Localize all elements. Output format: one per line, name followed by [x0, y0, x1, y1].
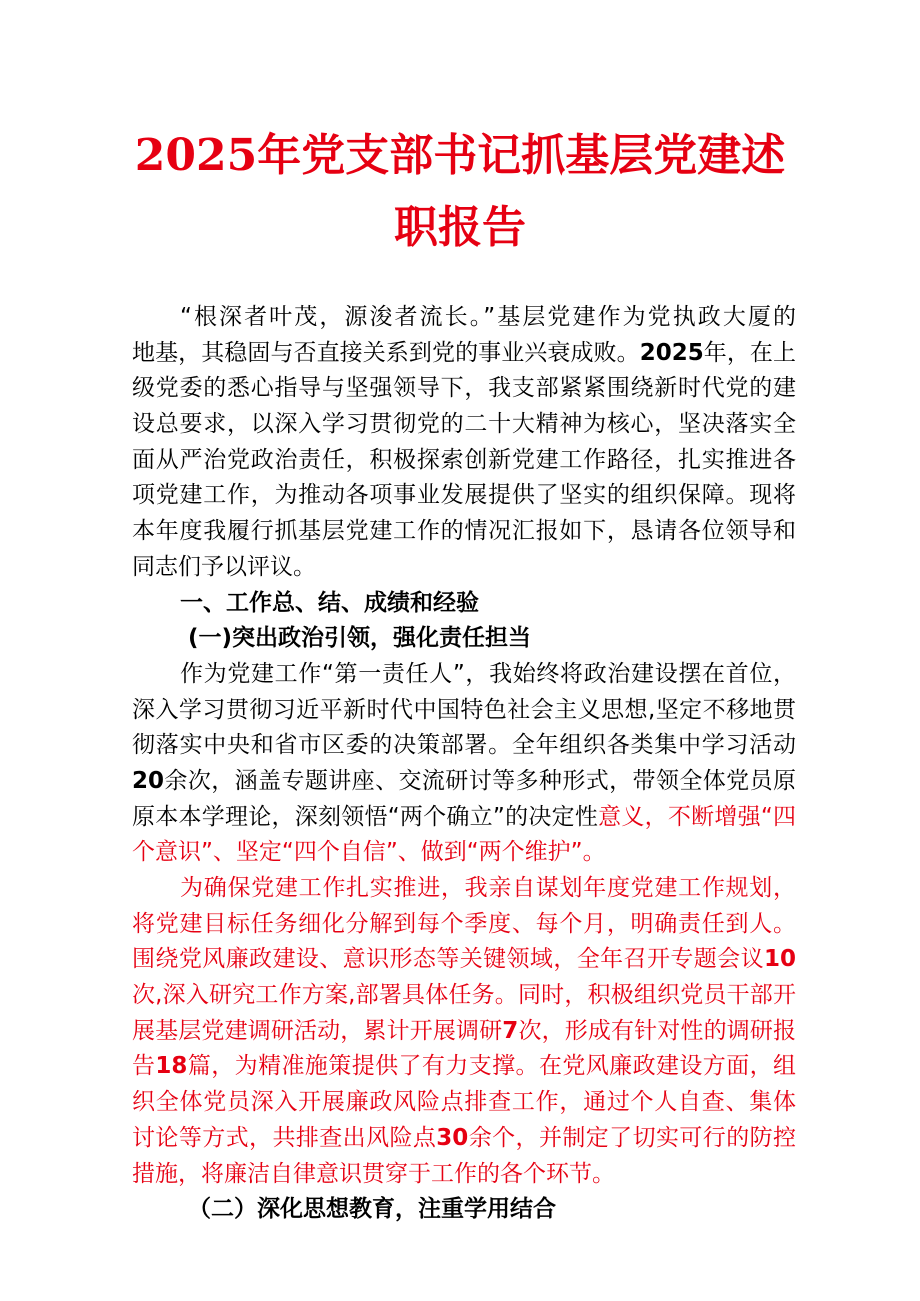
- paragraph-1-line: 个意识”、坚定“四个自信”、做到“两个维护”。: [132, 839, 606, 866]
- intro-line: 面从严治党政治责任，积极探索创新党建工作路径，扎实推进各: [132, 446, 796, 473]
- paragraph-2-line: 讨论等方式，共排查出风险点30余个，并制定了切实可行的防控: [132, 1124, 796, 1151]
- document-title-line-1: 2025年党支部书记抓基层党建述: [134, 130, 786, 181]
- paragraph-1-line: 彻落实中央和省市区委的决策部署。全年组织各类集中学习活动: [132, 732, 796, 759]
- subsection-heading-1: (一)突出政治引领，强化责任担当: [188, 625, 532, 652]
- subsection-heading-2: （二）深化思想教育，注重学用结合: [188, 1196, 556, 1223]
- intro-line: 本年度我履行抓基层党建工作的情况汇报如下，恳请各位领导和: [132, 518, 796, 545]
- intro-line: 同志们予以评议。: [132, 553, 316, 580]
- paragraph-1-line: 深入学习贯彻习近平新时代中国特色社会主义思想,坚定不移地贯: [132, 696, 796, 723]
- paragraph-1-line: 20余次，涵盖专题讲座、交流研讨等多种形式，带领全体党员原: [132, 767, 796, 794]
- paragraph-2-line: 措施，将廉洁自律意识贯穿于工作的各个环节。: [132, 1160, 615, 1187]
- intro-line: 级党委的悉心指导与坚强领导下，我支部紧紧围绕新时代党的建: [132, 375, 796, 402]
- intro-line: 地基，其稳固与否直接关系到党的事业兴衰成败。2025年，在上: [132, 339, 796, 366]
- paragraph-2-line: 围绕党风廉政建设、意识形态等关键领域，全年召开专题会议10: [132, 946, 796, 973]
- paragraph-2-line: 展基层党建调研活动，累计开展调研7次，形成有针对性的调研报: [132, 1017, 796, 1044]
- document-body: [132, 300, 796, 1228]
- paragraph-2-line: 织全体党员深入开展廉政风险点排查工作，通过个人自查、集体: [132, 1089, 796, 1116]
- paragraph-2-line: 告18篇，为精准施策提供了有力支撑。在党风廉政建设方面，组: [132, 1053, 796, 1080]
- document-title-line-2: 职报告: [394, 202, 526, 253]
- paragraph-1-line: 原本本学理论，深刻领悟“两个确立”的决定性意义，不断增强“四: [132, 803, 796, 830]
- paragraph-2-line: 为确保党建工作扎实推进，我亲自谋划年度党建工作规划，: [180, 875, 796, 901]
- section-heading-1: 一、工作总、结、成绩和经验: [180, 589, 479, 616]
- paragraph-2-line: 次,深入研究工作方案,部署具体任务。同时，积极组织党员干部开: [132, 982, 796, 1009]
- paragraph-2-line: 将党建目标任务细化分解到每个季度、每个月，明确责任到人。: [132, 910, 796, 937]
- intro-line: 设总要求，以深入学习贯彻党的二十大精神为核心，坚决落实全: [132, 411, 796, 438]
- intro-line: 项党建工作，为推动各项事业发展提供了坚实的组织保障。现将: [132, 482, 796, 509]
- paragraph-1-line: 作为党建工作“第一责任人”，我始终将政治建设摆在首位，: [180, 660, 796, 687]
- intro-line: “根深者叶茂，源浚者流长。”基层党建作为党执政大厦的: [180, 304, 796, 330]
